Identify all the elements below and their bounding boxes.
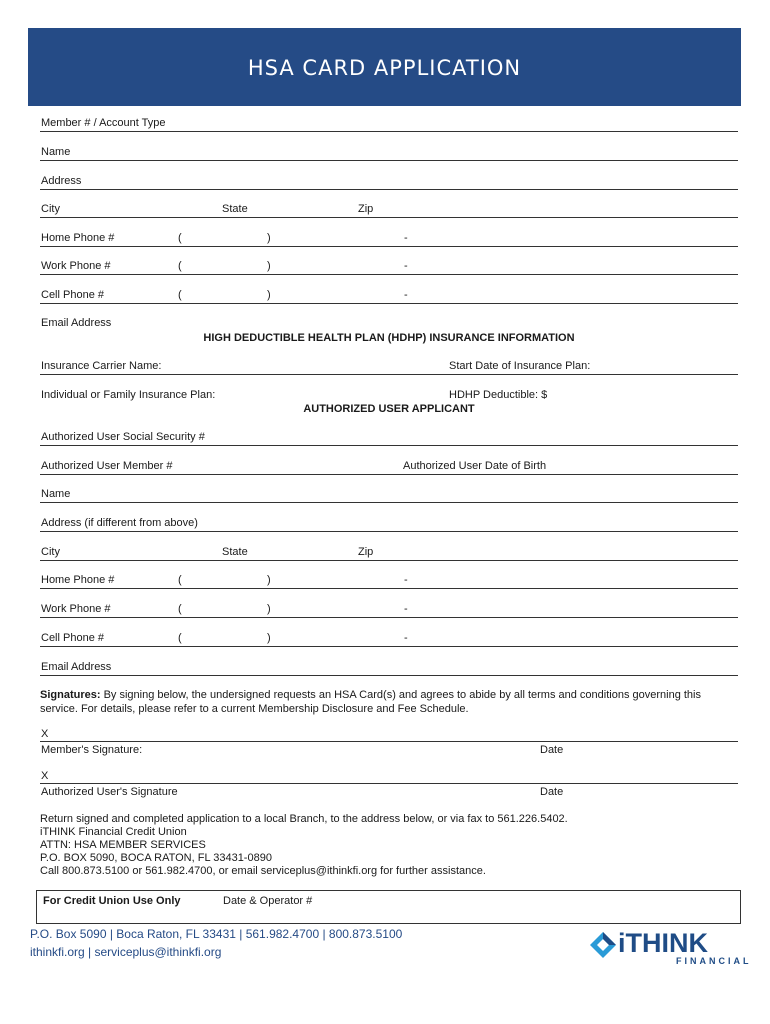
start-date-label: Start Date of Insurance Plan: (449, 360, 591, 372)
auth-address-field[interactable] (40, 513, 738, 532)
auth-ssn-field[interactable] (40, 427, 738, 446)
email-label: Email Address (41, 317, 112, 329)
cu-operator-label[interactable]: Date & Operator # (223, 895, 313, 907)
credit-union-use-box (36, 890, 741, 924)
auth-state-label: State (222, 546, 248, 558)
paren-close: ) (267, 574, 271, 586)
email-field[interactable] (40, 313, 738, 331)
paren-close: ) (267, 603, 271, 615)
address-field[interactable] (40, 171, 738, 190)
paren-close: ) (267, 632, 271, 644)
paren-open: ( (178, 632, 182, 644)
user-sig-date-label: Date (540, 786, 564, 798)
signatures-text: By signing below, the undersigned requests an HSA Card(s) and agrees to abide by all terms and conditions governing this service. For details, please refer to a current Membership Disclosure and Fee Schedule. (40, 689, 701, 715)
user-sig-x: X (41, 770, 49, 782)
member-sig-x: X (41, 728, 49, 740)
auth-cell-phone-field[interactable] (40, 628, 738, 647)
footer-address-line: P.O. Box 5090 | Boca Raton, FL 33431 | 561.982.4700 | 800.873.5100 (30, 927, 403, 941)
home-phone-field[interactable] (40, 228, 738, 247)
auth-member-dob-field[interactable] (40, 456, 738, 475)
name-label: Name (41, 146, 71, 158)
phone-dash: - (404, 289, 408, 301)
state-label: State (222, 203, 248, 215)
auth-name-label: Name (41, 488, 71, 500)
user-sig-label: Authorized User's Signature (41, 786, 178, 798)
page-title: HSA CARD APPLICATION (247, 56, 522, 80)
paren-open: ( (178, 603, 182, 615)
return-line-3: ATTN: HSA MEMBER SERVICES (40, 839, 206, 851)
auth-cell-phone-label: Cell Phone # (41, 632, 104, 644)
zip-label: Zip (358, 203, 374, 215)
plan-type-label: Individual or Family Insurance Plan: (41, 389, 216, 401)
auth-name-field[interactable] (40, 484, 738, 503)
user-signature-line[interactable] (40, 783, 738, 784)
diamond-logo-icon (588, 930, 618, 960)
name-field[interactable] (40, 142, 738, 161)
paren-open: ( (178, 574, 182, 586)
member-account-label: Member # / Account Type (41, 117, 166, 129)
logo-sub: FINANCIAL (676, 956, 752, 966)
auth-city-label: City (41, 546, 60, 558)
paren-close: ) (267, 232, 271, 244)
auth-member-label: Authorized User Member # (41, 460, 173, 472)
return-line-5: Call 800.873.5100 or 561.982.4700, or email serviceplus@ithinkfi.org for further assistance. (40, 865, 486, 877)
member-account-field[interactable] (40, 113, 738, 132)
work-phone-field[interactable] (40, 256, 738, 275)
auth-home-phone-label: Home Phone # (41, 574, 115, 586)
authorized-heading: AUTHORIZED USER APPLICANT (303, 403, 475, 415)
work-phone-label: Work Phone # (41, 260, 111, 272)
return-line-1: Return signed and completed application to a local Branch, to the address below, or via fax to 561.226.5402. (40, 813, 568, 825)
auth-ssn-label: Authorized User Social Security # (41, 431, 205, 443)
plan-deductible-field[interactable] (40, 385, 738, 403)
member-sig-label: Member's Signature: (41, 744, 143, 756)
phone-dash: - (404, 232, 408, 244)
phone-dash: - (404, 260, 408, 272)
city-state-zip-field[interactable] (40, 199, 738, 218)
paren-open: ( (178, 289, 182, 301)
phone-dash: - (404, 632, 408, 644)
auth-email-label: Email Address (41, 661, 112, 673)
footer-web-line: ithinkfi.org | serviceplus@ithinkfi.org (30, 945, 222, 959)
auth-work-phone-field[interactable] (40, 599, 738, 618)
cell-phone-label: Cell Phone # (41, 289, 104, 301)
cu-use-label: For Credit Union Use Only (43, 895, 181, 907)
phone-dash: - (404, 603, 408, 615)
cell-phone-field[interactable] (40, 285, 738, 304)
auth-home-phone-field[interactable] (40, 570, 738, 589)
auth-work-phone-label: Work Phone # (41, 603, 111, 615)
ithink-logo (588, 928, 752, 968)
auth-dob-label: Authorized User Date of Birth (403, 460, 547, 472)
home-phone-label: Home Phone # (41, 232, 115, 244)
phone-dash: - (404, 574, 408, 586)
insurance-heading: HIGH DEDUCTIBLE HEALTH PLAN (HDHP) INSURANCE INFORMATION (203, 332, 575, 344)
paren-close: ) (267, 260, 271, 272)
member-signature-line[interactable] (40, 741, 738, 742)
auth-email-field[interactable] (40, 657, 738, 676)
paren-close: ) (267, 289, 271, 301)
return-line-2: iTHINK Financial Credit Union (40, 826, 187, 838)
member-sig-date-label: Date (540, 744, 564, 756)
deductible-label: HDHP Deductible: $ (449, 389, 548, 401)
address-label: Address (41, 175, 82, 187)
logo-brand: iTHINK (618, 928, 708, 958)
signatures-paragraph (40, 688, 740, 716)
auth-city-state-zip-field[interactable] (40, 542, 738, 561)
return-instructions (40, 813, 740, 878)
auth-zip-label: Zip (358, 546, 374, 558)
auth-address-label: Address (if different from above) (41, 517, 198, 529)
return-line-4: P.O. BOX 5090, BOCA RATON, FL 33431-0890 (40, 852, 272, 864)
paren-open: ( (178, 260, 182, 272)
signatures-lead: Signatures: (40, 689, 101, 701)
carrier-start-field[interactable] (40, 356, 738, 375)
city-label: City (41, 203, 60, 215)
paren-open: ( (178, 232, 182, 244)
carrier-label: Insurance Carrier Name: (41, 360, 162, 372)
header-banner (28, 28, 741, 106)
